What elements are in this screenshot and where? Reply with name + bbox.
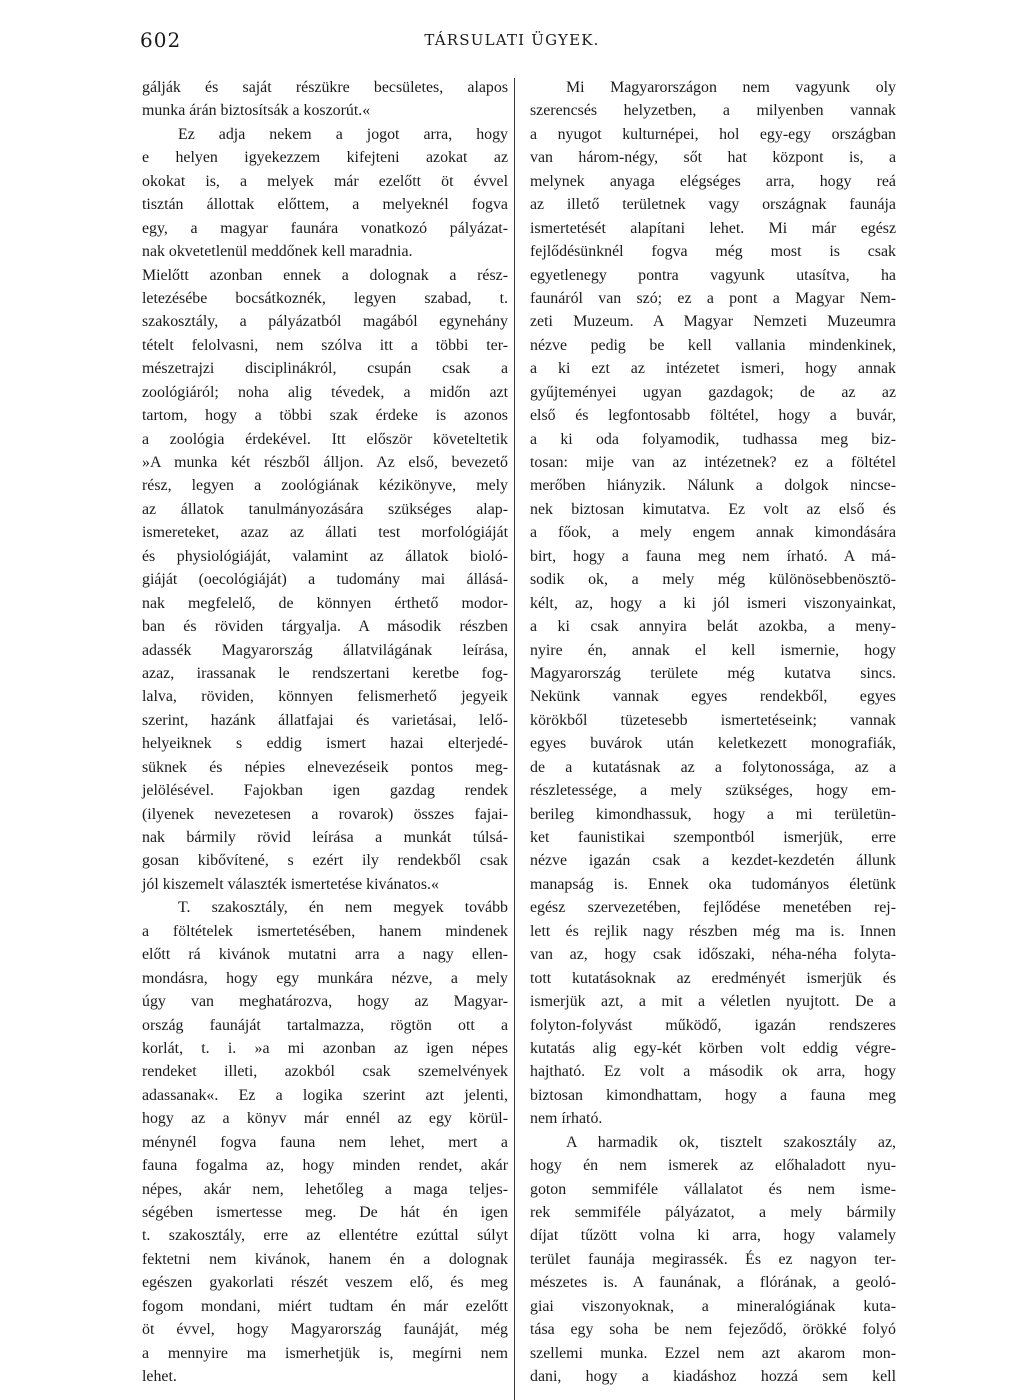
text-line: melynek anyaga elégséges arra, hogy reá: [530, 172, 896, 190]
text-line: szellemi munka. Ezzel nem azt akarom mon-: [530, 1344, 896, 1362]
text-line: ségében ismertesse meg. De hát én igen: [142, 1204, 508, 1221]
text-line: sodik ok, a mely még különösebbenösztö-: [530, 571, 896, 589]
text-line: a főok, a mely engem annak kimondására: [530, 524, 896, 542]
page-number: 602: [140, 28, 182, 52]
text-line: terület faunája megirassék. És ez nagyon ter-: [530, 1250, 896, 1268]
text-line: merőben hiányzik. Nálunk a dolgok nincse-: [530, 477, 896, 495]
text-line: zoológiáról; noha alig tévedek, a midőn azt: [142, 383, 508, 401]
text-line: gálják és saját részükre becsületes, alapos: [142, 79, 508, 96]
text-line: e helyen igyekezzem kifejteni azokat az: [142, 149, 508, 167]
text-line: az illető területnek vagy országnak faunája: [530, 196, 896, 214]
text-line: ban és röviden tárgyalja. A második részben: [142, 618, 508, 636]
text-line: szerencsés helyzetben, a milyenben vannak: [530, 102, 896, 120]
text-line: hogy én nem ismerek az előhaladott nyu-: [530, 1157, 896, 1175]
text-line: első és legfontosabb föltétel, hogy a buvár,: [530, 407, 896, 425]
text-line: egyetlenegy pontra vagyunk utasítva, ha: [530, 266, 896, 284]
text-line: jól kiszemelt választék ismertetése kivánatos.«: [142, 875, 439, 893]
text-line: helyeiknek s eddig ismert hazai elterjedé-: [142, 735, 508, 753]
text-line: tása egy soha be nem fejeződő, örökké folyó: [530, 1321, 896, 1339]
text-line: tételt felolvasni, nem szólva itt a többi ter-: [142, 336, 508, 354]
text-line: adassék Magyarország állatvilágának leírása,: [142, 641, 508, 659]
text-line: egyes buvárok után keletkezett monografiák,: [530, 735, 896, 753]
text-line: lehet.: [142, 1368, 177, 1386]
text-line: folyton-folyvást működő, igazán rendszeres: [530, 1016, 896, 1034]
text-line: a mennyire ma ismerhetjük is, megírni nem: [142, 1344, 508, 1362]
text-line: korlát, t. i. »a mi azonban az igen népes: [142, 1039, 508, 1057]
text-line: (ilyenek nevezetesen a rovarok) összes fajai-: [142, 805, 508, 823]
text-line: Nekünk vannak egyes rendekből, egyes: [530, 688, 896, 706]
text-line: népes, akár nem, lehetőleg a maga teljes-: [142, 1180, 508, 1198]
text-line: előtt rá kivánok mutatni arra a nagy ellen-: [142, 946, 508, 964]
text-line: goton semmiféle vállalatot és nem isme-: [530, 1180, 896, 1198]
text-line: giáját (oecológiáját) a tudomány mai állásá-: [142, 571, 508, 589]
text-line: a föltételek ismertetésében, hanem mindenek: [142, 922, 508, 940]
text-line: kélt, az, hogy a ki jól ismeri viszonyainkat,: [530, 594, 896, 612]
text-line: gosan kibővítené, s ezért ily rendekből csak: [142, 852, 508, 870]
text-line: de a kutatásnak az a folytonossága, az a: [530, 758, 896, 776]
text-line: nyire én, annak el kell ismernie, hogy: [530, 641, 896, 659]
text-line: a nyugot kulturnépei, hol egy-egy országban: [530, 125, 896, 143]
text-line: a zoológia érdekével. Itt először követeltetik: [142, 430, 508, 448]
text-line: manapság is. Ennek oka tudományos életünk: [530, 875, 896, 893]
text-line: nem írható.: [530, 1110, 603, 1128]
text-line: és physiológiáját, valamint az állatok bioló-: [142, 547, 508, 565]
text-line: mondásra, hogy egy munkára nézve, a mely: [142, 969, 508, 987]
text-line: a ki oda folyamodik, tudhassa meg biz-: [530, 430, 896, 448]
text-line: t. szakosztály, erre az ellentétre ezúttal súlyt: [142, 1227, 508, 1245]
text-line: »A munka két részből álljon. Az első, bevezető: [142, 454, 508, 471]
text-line: gyűjteményei ugyan gazdagok; de az az: [530, 383, 896, 401]
text-line: lalva, röviden, könnyen felismerhető jegyeik: [142, 688, 508, 706]
text-line: okokat is, a melyek már ezelőtt öt évvel: [142, 172, 508, 190]
text-line: berileg kimondhassuk, hogy a mi területün-: [530, 805, 896, 823]
text-line: körökből tüzetesebb ismertetéseink; vannak: [530, 711, 896, 729]
text-line: giai viszonyoknak, a mineralógiának kuta-: [530, 1297, 896, 1315]
text-line: lett és rejlik nagy részben még ma is. Innen: [530, 922, 896, 940]
text-line: egészen gyakorlati részét veszem elő, és meg: [142, 1274, 508, 1292]
text-line: ország faunáját tartalmazza, rögtön ott a: [142, 1016, 508, 1034]
text-line: letezésébe bocsátkoznék, legyen szabad, t.: [142, 289, 508, 307]
text-line: A harmadik ok, tisztelt szakosztály az,: [566, 1133, 896, 1151]
text-line: van három-négy, sőt hat központ is, a: [530, 149, 896, 167]
text-line: kutatás alig egy-két körben volt eddig végre-: [530, 1039, 896, 1057]
text-line: rendeket illeti, azokból csak szemelvények: [142, 1063, 508, 1081]
text-line: jelölésével. Fajokban igen gazdag rendek: [142, 782, 508, 800]
text-line: az állatok tanulmányozására szükséges alap-: [142, 500, 508, 518]
text-line: úgy van meghatározva, hogy az Magyar-: [142, 993, 508, 1011]
text-line: fauna fogalma az, hogy minden rendet, akár: [142, 1157, 508, 1175]
text-line: T. szakosztály, én nem megyek tovább: [178, 899, 508, 917]
text-line: szakosztály, a pályázatból magából egynehány: [142, 313, 508, 331]
text-line: fektetni nem kivánok, hanem én a dolognak: [142, 1250, 508, 1268]
text-line: hogy az a könyv már ennél az egy körül-: [142, 1110, 508, 1128]
text-line: Mi Magyarországon nem vagyunk oly: [566, 79, 896, 96]
text-line: van az, hogy csak időszaki, néha-néha folyta-: [530, 946, 896, 964]
text-line: nek biztosan kimutatva. Ez volt az első és: [530, 500, 896, 518]
text-line: munka árán biztosítsák a koszorút.«: [142, 102, 371, 120]
text-line: Mielőtt azonban ennek a dolognak a rész-: [142, 266, 508, 284]
text-line: nézve pedig be kell vallania mindenkinek,: [530, 336, 896, 354]
text-line: adassanak«. Ez a logika szerint azt jelenti,: [142, 1086, 508, 1104]
text-line: tisztán állottak előttem, a melyeknél fogva: [142, 196, 508, 214]
right-column: [530, 76, 896, 1389]
text-line: rek semmiféle pályázatot, a mely bármily: [530, 1204, 896, 1221]
text-line: nak bármily rövid leírása a munkát túlsá-: [142, 829, 508, 846]
text-line: süknek és népies elnevezéseik pontos meg-: [142, 758, 508, 776]
text-line: mészetes is. A faunának, a flórának, a geoló-: [530, 1274, 896, 1292]
text-line: egész szervezetében, fejlődése menetében rej-: [530, 899, 896, 917]
text-line: hajtható. Ez volt a második ok arra, hogy: [530, 1063, 896, 1081]
text-line: a ki csak annyira belát azokba, a meny-: [530, 618, 896, 636]
text-line: faunáról van szó; ez a pont a Magyar Nem-: [530, 289, 896, 307]
text-line: nézve igazán csak a kezdet-kezdetén állunk: [530, 852, 896, 870]
text-line: nak okvetetlenül meddőnek kell maradnia.: [142, 243, 413, 261]
text-line: tartom, hogy a többi szak érdeke is azonos: [142, 407, 508, 425]
text-line: nak megfelelő, de könnyen érthető modor-: [142, 594, 508, 612]
text-line: rész, legyen a zoológiának kézikönyve, mely: [142, 477, 508, 495]
text-line: zeti Muzeum. A Magyar Nemzeti Muzeumra: [530, 313, 896, 331]
text-line: ket faunistikai szempontból ismerjük, erre: [530, 829, 896, 846]
text-line: biztosan kimondhattam, hogy a fauna meg: [530, 1086, 896, 1104]
text-line: a ki ezt az intézetet ismeri, hogy annak: [530, 360, 896, 378]
text-line: szerint, hazánk állatfajai és varietásai, lelő-: [142, 711, 508, 729]
text-line: Ez adja nekem a jogot arra, hogy: [178, 125, 508, 143]
text-line: ismereteket, azaz az állati test morfológiáját: [142, 524, 508, 542]
text-line: részletessége, a mely szükséges, hogy em-: [530, 782, 896, 800]
text-line: egy, a magyar faunára vonatkozó pályázat-: [142, 219, 508, 237]
text-line: ismertetését alapítani lehet. Mi már egész: [530, 219, 896, 237]
text-line: ismerjük azt, a mit a véletlen nyujtott. De a: [530, 993, 896, 1011]
text-line: tosan: mije van az intézetnek? ez a föltétel: [530, 454, 896, 471]
text-line: ménynél fogva fauna nem lehet, mert a: [142, 1133, 508, 1151]
column-divider: [514, 78, 515, 1400]
text-line: díjat tűzött volna ki arra, hogy valamely: [530, 1227, 896, 1245]
text-line: fejlődésünknél fogva még most is csak: [530, 243, 896, 261]
text-line: azaz, irassanak le rendszertani keretbe fog-: [142, 664, 508, 682]
text-line: birt, hogy a fauna meg nem írható. A má-: [530, 547, 896, 565]
left-column: [142, 76, 508, 1389]
text-line: mészetrajzi disciplinákról, csupán csak a: [142, 360, 508, 378]
text-line: tott kutatásoknak az eredményét ismerjük és: [530, 969, 896, 987]
text-line: Magyarország területe még kutatva sincs.: [530, 664, 896, 682]
text-line: fogom mondani, miért tudtam én már ezelőtt: [142, 1297, 508, 1315]
text-line: dani, hogy a kiadáshoz hozzá sem kell: [530, 1368, 896, 1386]
running-head: TÁRSULATI ÜGYEK.: [424, 31, 600, 49]
text-line: öt évvel, hogy Magyarország faunáját, még: [142, 1321, 508, 1339]
